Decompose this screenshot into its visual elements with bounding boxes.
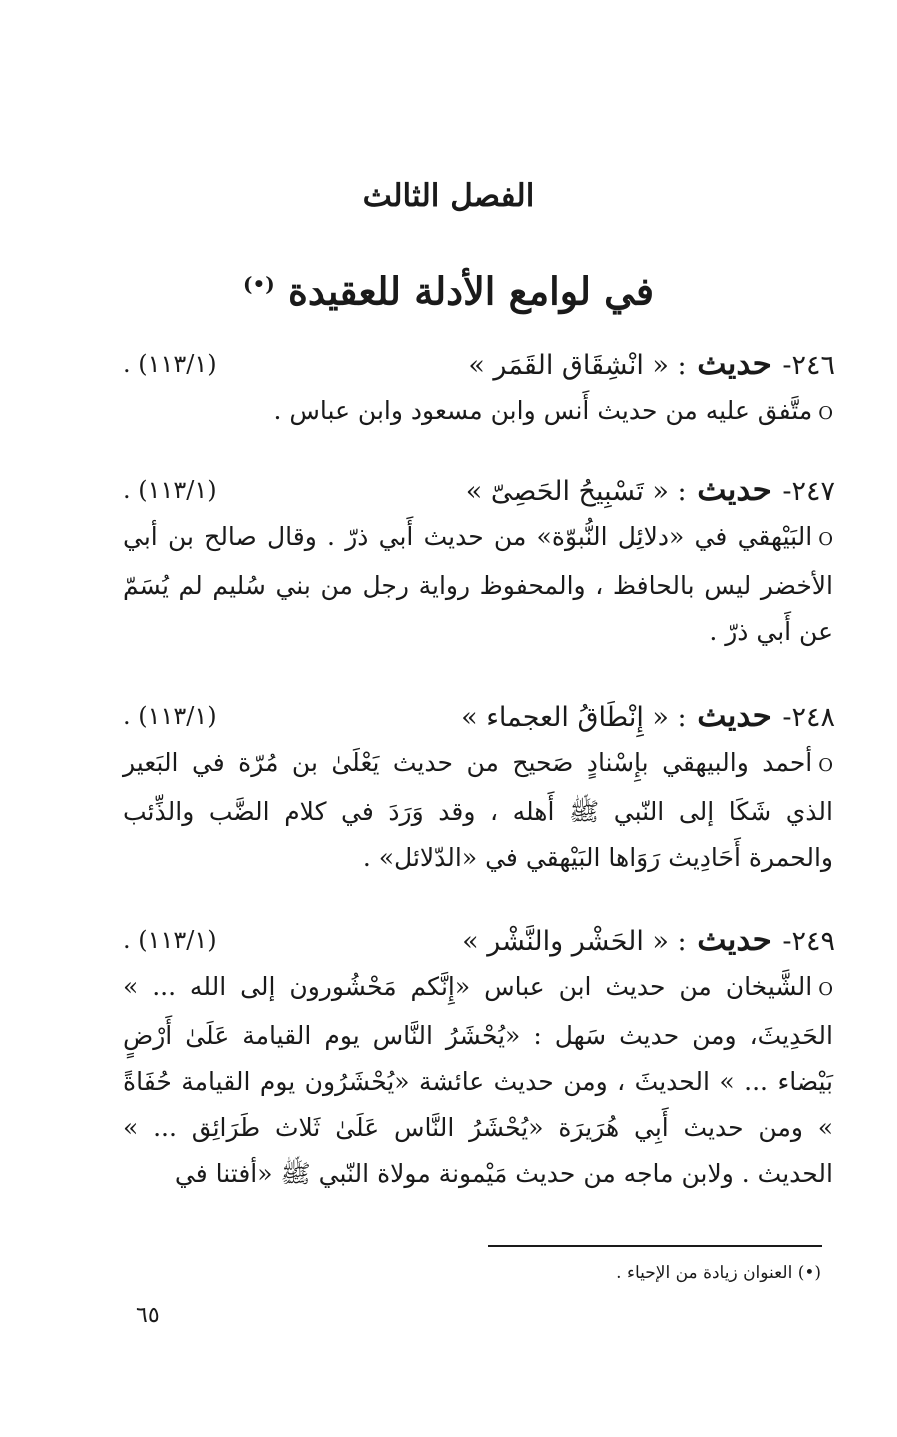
entry-number: ٢٤٨- (782, 702, 835, 733)
entry-reference: (١١٣/١) . (123, 350, 217, 378)
section-footnote-mark: (•) (243, 272, 275, 296)
entry-keyword: حديث (697, 472, 772, 508)
bullet-icon: O (818, 755, 833, 776)
entry-keyword: حديث (697, 346, 772, 382)
entry-heading (123, 466, 835, 514)
hadith-entry (123, 466, 835, 655)
hadith-entry (123, 692, 835, 881)
entry-number: ٢٤٦- (782, 350, 835, 381)
bullet-icon: O (818, 403, 833, 424)
entry-colon: : (677, 702, 687, 733)
entry-title: « الحَشْر والنَّشْر » (462, 926, 669, 957)
entry-reference: (١١٣/١) . (123, 926, 217, 954)
entry-title: « تَسْبِيحُ الحَصِىّ » (465, 476, 669, 507)
entry-title: « إِنْطَاقُ العجماء » (461, 702, 669, 733)
entry-body (123, 388, 835, 437)
entry-text: الشَّيخان من حديث ابن عباس «إِنَّكم مَحْشُورون إلى الله ... » الحَدِيثَ، ومن حديث سَهل : «يُحْشَرُ النَّاس يوم القيامة عَلَىٰ أَرْضٍ بَيْضاء ... » الحديثَ ، ومن حديث عائشة «يُحْشَرُون يوم القيامة حُفَاةً » ومن حديث أَبِي هُرَيرَة «يُحْشَرُ النَّاس عَلَىٰ ثَلاث طَرَائِق ... » الحديث . ولابن ماجه من حديث مَيْمونة مولاة النّبي ﷺ «أفتنا في (123, 972, 833, 1188)
entry-text: متَّفق عليه من حديث أَنس وابن مسعود وابن عباس . (273, 396, 813, 425)
entry-reference: (١١٣/١) . (123, 702, 217, 730)
bullet-icon: O (818, 979, 833, 1000)
page-number: ٦٥ (136, 1303, 160, 1328)
entry-title: « انْشِقَاق القَمَر » (468, 350, 669, 381)
footnote-divider (488, 1245, 822, 1247)
hadith-entry (123, 340, 835, 437)
footnote: (•) العنوان زيادة من الإحياء . (616, 1263, 821, 1283)
entry-body (123, 740, 835, 881)
entry-heading (123, 692, 835, 740)
entry-keyword: حديث (697, 922, 772, 958)
entry-keyword: حديث (697, 698, 772, 734)
hadith-entry (123, 916, 835, 1197)
entry-heading (123, 916, 835, 964)
entry-colon: : (677, 476, 687, 507)
chapter-title: الفصل الثالث (362, 178, 535, 214)
entry-number: ٢٤٩- (782, 926, 835, 957)
entry-reference: (١١٣/١) . (123, 476, 217, 504)
section-title (0, 254, 897, 322)
entry-heading (123, 340, 835, 388)
entry-number: ٢٤٧- (782, 476, 835, 507)
entry-colon: : (677, 350, 687, 381)
entry-text: البَيْهقي في «دلائِل النُّبوّة» من حديث أَبي ذرّ . وقال صالح بن أبي الأخضر ليس بالحافظ ، والمحفوظ رواية رجل من بني سُليم لم يُسَمّ عن أَبي ذرّ . (123, 522, 833, 646)
entry-colon: : (677, 926, 687, 957)
entry-text: أحمد والبيهقي بإِسْنادٍ صَحيح من حديث يَعْلَىٰ بن مُرّة في البَعير الذي شَكَا إلى النّبي ﷺ أَهله ، وقد وَرَدَ في كلام الضَّب والذِّئب والحمرة أَحَادِيث رَوَاها البَيْهقي في «الدّلائل» . (123, 748, 833, 872)
entry-body (123, 514, 835, 655)
entry-body (123, 964, 835, 1197)
bullet-icon: O (818, 529, 833, 550)
section-title-text: في لوامع الأدلة للعقيدة (287, 268, 654, 314)
